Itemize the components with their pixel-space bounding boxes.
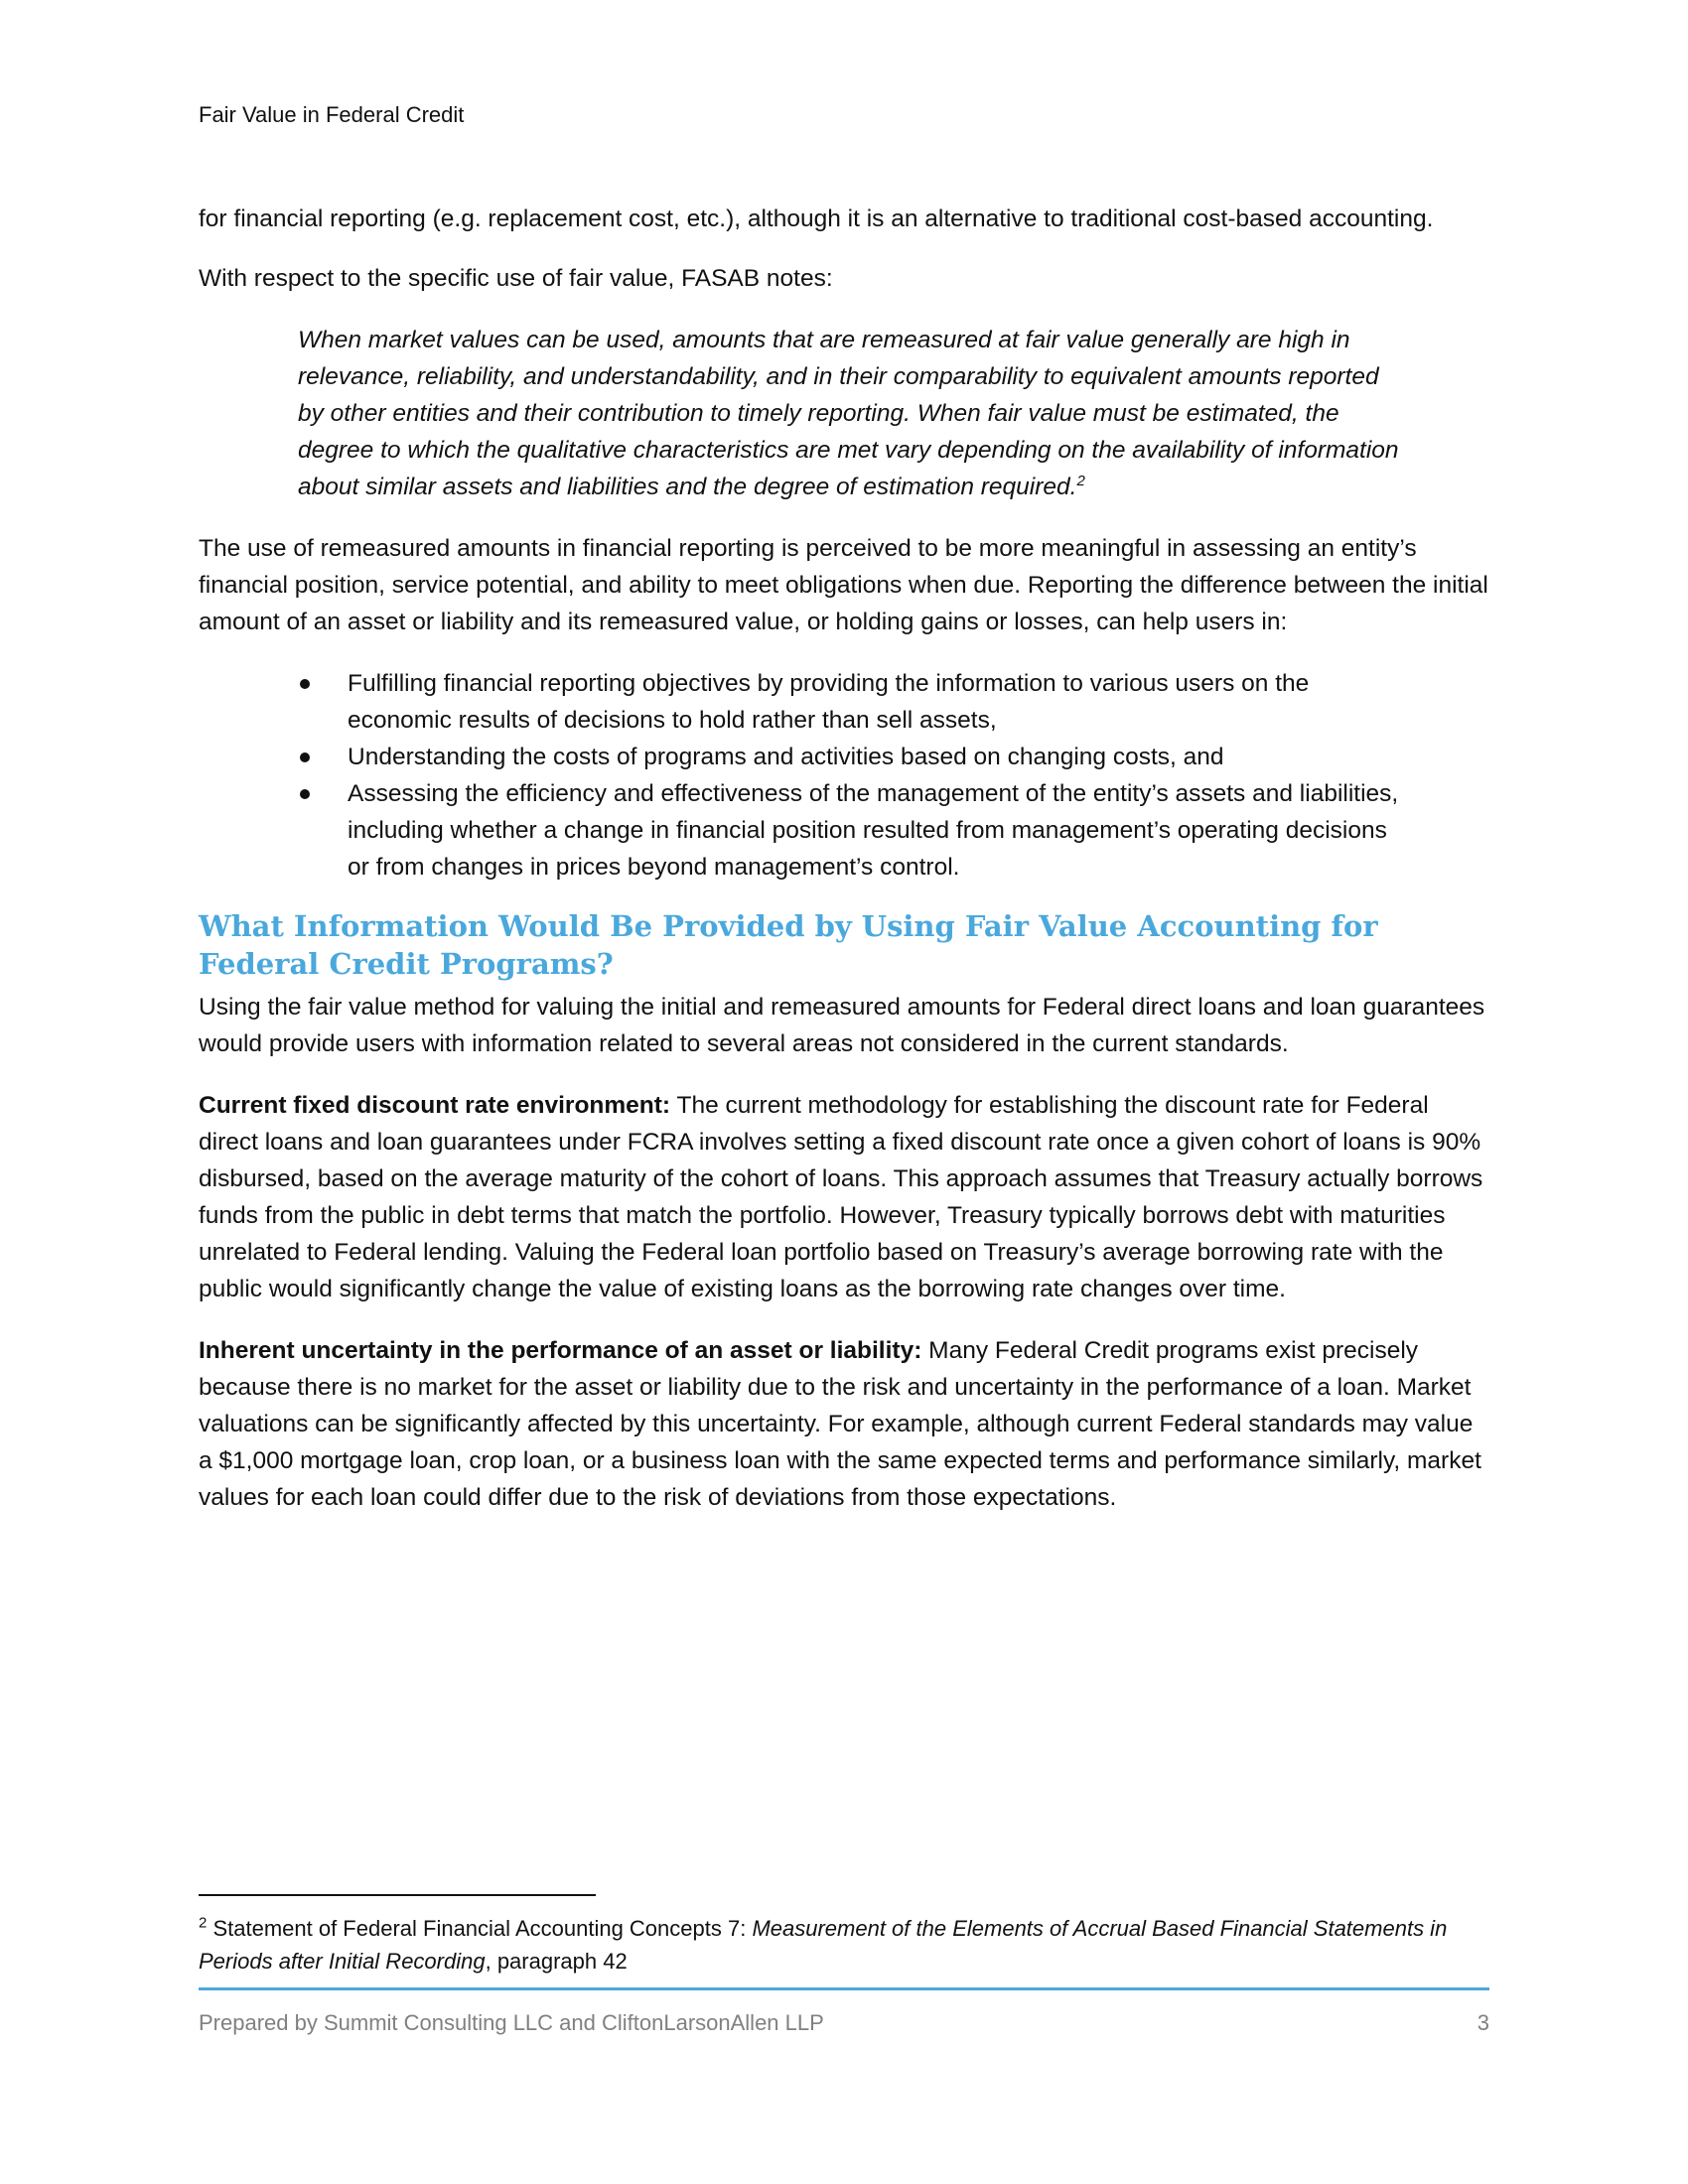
list-item (199, 739, 1400, 775)
page-body (199, 201, 1489, 1541)
page-number: 3 (1477, 2010, 1489, 2035)
footnote-title: Measurement of the Elements of Accrual Based Financial Statements in Periods after Initial Recording (199, 1916, 1448, 1974)
quote-text: When market values can be used, amounts that are remeasured at fair value generally are high in relevance, reliability, and understandability, and in their comparability to equivalent amounts reported by other entities and their contribution to timely reporting. When fair value must be estimated, the degree to which the qualitative characteristics are met vary depending on the availability of information about similar assets and liabilities and the degree of estimation required. (298, 327, 1399, 500)
list-item-text: Fulfilling financial reporting objectives by providing the information to various users on the economic results of decisions to hold rather than sell assets, (348, 670, 1310, 734)
footnote-divider (199, 1894, 596, 1896)
paragraph-lead-uncertainty: Inherent uncertainty in the performance of an asset or liability: (199, 1337, 922, 1364)
bullet-list (199, 665, 1489, 886)
paragraph-discount-rate (199, 1087, 1489, 1307)
running-header: Fair Value in Federal Credit (199, 102, 465, 127)
footnote-prefix: Statement of Federal Financial Accounting Concepts 7: (207, 1916, 753, 1941)
footnote-suffix: , paragraph 42 (485, 1949, 628, 1974)
paragraph-uncertainty (199, 1332, 1489, 1516)
bullet-icon (300, 752, 310, 762)
footnote-reference[interactable]: 2 (1076, 472, 1085, 489)
footnote-number: 2 (199, 1914, 208, 1932)
footnote (199, 1912, 1489, 1978)
bullet-icon (300, 679, 310, 689)
paragraph-fasab-intro: With respect to the specific use of fair value, FASAB notes: (199, 265, 833, 292)
footer-divider (199, 1987, 1489, 1990)
bullet-icon (300, 789, 310, 799)
paragraph-lead-discount: Current fixed discount rate environment: (199, 1092, 671, 1119)
section-heading: What Information Would Be Provided by Using Fair Value Accounting for Federal Credit Programs? (199, 909, 1378, 981)
list-item (199, 665, 1400, 739)
paragraph-remeasured: The use of remeasured amounts in financial reporting is perceived to be more meaningful in assessing an entity’s financial position, service potential, and ability to meet obligations when due. Reporting the difference between the initial amount of an asset or liability and its remeasured value, or holding gains or losses, can help users in: (199, 535, 1488, 635)
paragraph-discount-text: The current methodology for establishing the discount rate for Federal direct loans and loan guarantees under FCRA involves setting a fixed discount rate once a given cohort of loans is 90% disbursed, based on the average maturity of the cohort of loans. This approach assumes that Treasury actually borrows funds from the public in debt terms that match the portfolio. However, Treasury typically borrows debt with maturities unrelated to Federal lending. Valuing the Federal loan portfolio based on Treasury’s average borrowing rate with the public would significantly change the value of existing loans as the borrowing rate changes over time. (199, 1092, 1483, 1302)
list-item-text: Understanding the costs of programs and activities based on changing costs, and (348, 744, 1224, 770)
paragraph-continuation: for financial reporting (e.g. replacement cost, etc.), although it is an alternative to traditional cost-based accounting. (199, 205, 1434, 232)
list-item-text: Assessing the efficiency and effectiveness of the management of the entity’s assets and liabilities, including whether a change in financial position resulted from management’s operating decisions or from changes in prices beyond management’s control. (348, 780, 1399, 881)
paragraph-fair-value-method: Using the fair value method for valuing the initial and remeasured amounts for Federal direct loans and loan guarantees would provide users with information related to several areas not considered in the current standards. (199, 994, 1485, 1057)
list-item (199, 775, 1400, 886)
footer-prepared-by: Prepared by Summit Consulting LLC and CliftonLarsonAllen LLP (199, 2010, 824, 2035)
block-quote (298, 322, 1400, 505)
paragraph-uncertainty-text: Many Federal Credit programs exist precisely because there is no market for the asset or liability due to the risk and uncertainty in the performance of a loan. Market valuations can be significantly affected by this uncertainty. For example, although current Federal standards may value a $1,000 mortgage loan, crop loan, or a business loan with the same expected terms and performance similarly, market values for each loan could differ due to the risk of deviations from those expectations. (199, 1337, 1481, 1511)
